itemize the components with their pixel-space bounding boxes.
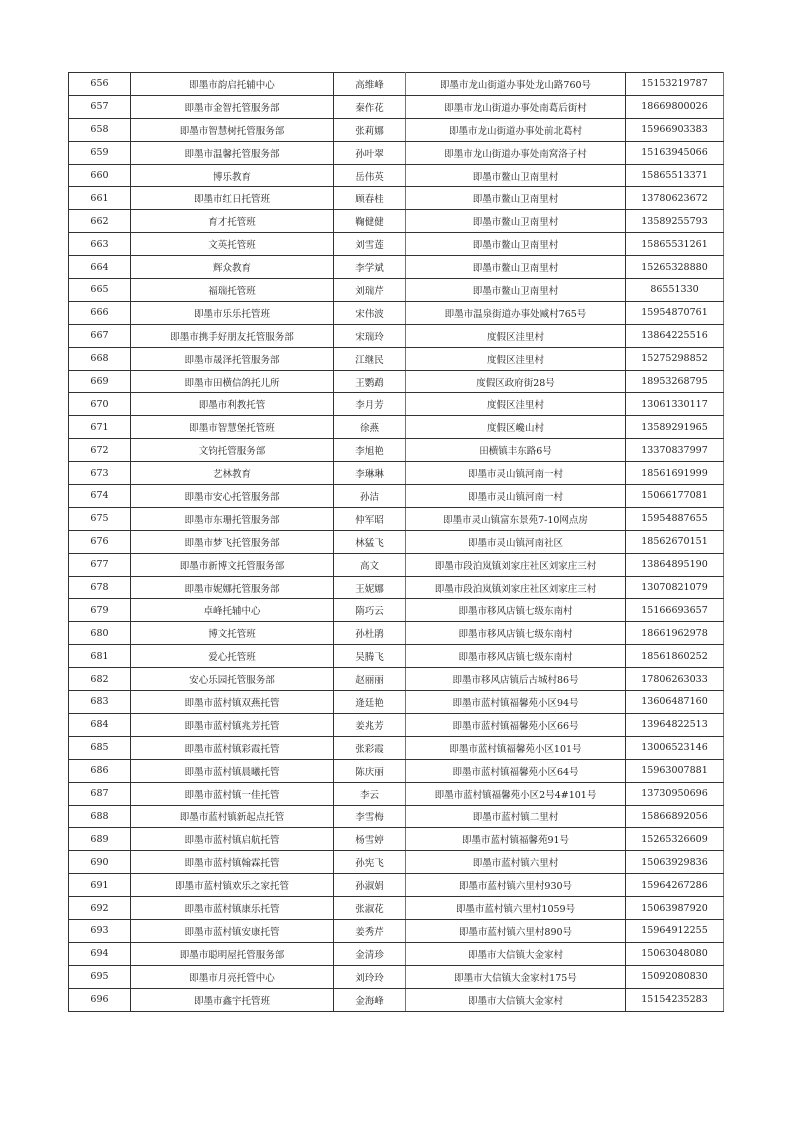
institution-name: 卓峰托辅中心 <box>131 599 334 622</box>
contact-person: 林猛飞 <box>334 530 406 553</box>
table-row <box>69 691 724 714</box>
phone-number: 18661962978 <box>626 622 724 645</box>
contact-person: 顾春桂 <box>334 187 406 210</box>
table-row <box>69 416 724 439</box>
table-row <box>69 485 724 508</box>
institution-name: 育才托管班 <box>131 210 334 233</box>
institution-name: 即墨市温馨托管服务部 <box>131 141 334 164</box>
institution-name: 即墨市蓝村镇彩霞托管 <box>131 736 334 759</box>
row-number: 674 <box>69 485 131 508</box>
phone-number: 15954870761 <box>626 301 724 324</box>
row-number: 690 <box>69 851 131 874</box>
phone-number: 15063987920 <box>626 897 724 920</box>
address: 即墨市龙山街道办事处龙山路760号 <box>406 73 626 96</box>
address: 即墨市大信镇大金家村 <box>406 988 626 1011</box>
table-row <box>69 530 724 553</box>
contact-person: 王鹦鹉 <box>334 370 406 393</box>
institution-name: 福瑞托管班 <box>131 279 334 302</box>
row-number: 673 <box>69 462 131 485</box>
table-row <box>69 828 724 851</box>
address: 即墨市段泊岚镇刘家庄社区刘家庄三村 <box>406 553 626 576</box>
row-number: 664 <box>69 256 131 279</box>
row-number: 688 <box>69 805 131 828</box>
phone-number: 15966903383 <box>626 118 724 141</box>
institution-name: 辉众教育 <box>131 256 334 279</box>
row-number: 679 <box>69 599 131 622</box>
contact-person: 江继民 <box>334 347 406 370</box>
institution-name: 安心乐园托管服务部 <box>131 668 334 691</box>
contact-person: 姜兆芳 <box>334 713 406 736</box>
phone-number: 15964267286 <box>626 874 724 897</box>
phone-number: 13370837997 <box>626 439 724 462</box>
table-row <box>69 279 724 302</box>
table-row <box>69 187 724 210</box>
address: 即墨市鳌山卫南里村 <box>406 256 626 279</box>
row-number: 656 <box>69 73 131 96</box>
table-row <box>69 393 724 416</box>
contact-person: 刘瑞芹 <box>334 279 406 302</box>
institution-name: 即墨市蓝村镇兆芳托管 <box>131 713 334 736</box>
institution-name: 即墨市田横信鸽托儿所 <box>131 370 334 393</box>
address: 即墨市鳌山卫南里村 <box>406 210 626 233</box>
institution-name: 即墨市蓝村镇安康托管 <box>131 919 334 942</box>
address: 即墨市龙山街道办事处南窝洛子村 <box>406 141 626 164</box>
contact-person: 孙杜鹃 <box>334 622 406 645</box>
table-row <box>69 599 724 622</box>
phone-number: 15963007881 <box>626 759 724 782</box>
institution-name: 即墨市利教托管 <box>131 393 334 416</box>
address: 度假区巉山村 <box>406 416 626 439</box>
row-number: 680 <box>69 622 131 645</box>
table-row <box>69 622 724 645</box>
row-number: 662 <box>69 210 131 233</box>
table-row <box>69 210 724 233</box>
table-row <box>69 782 724 805</box>
contact-person: 金海峰 <box>334 988 406 1011</box>
address: 即墨市蓝村镇福馨苑小区2号4#101号 <box>406 782 626 805</box>
phone-number: 15166693657 <box>626 599 724 622</box>
address: 即墨市蓝村镇福馨苑91号 <box>406 828 626 851</box>
address: 即墨市鳌山卫南里村 <box>406 233 626 256</box>
address: 即墨市移风店镇七级东南村 <box>406 599 626 622</box>
institution-name: 即墨市红日托管班 <box>131 187 334 210</box>
contact-person: 孙洁 <box>334 485 406 508</box>
institution-name: 即墨市安心托管服务部 <box>131 485 334 508</box>
institution-name: 即墨市东珊托管服务部 <box>131 507 334 530</box>
table-row <box>69 851 724 874</box>
table-row <box>69 439 724 462</box>
row-number: 693 <box>69 919 131 942</box>
phone-number: 15063048080 <box>626 942 724 965</box>
table-row <box>69 347 724 370</box>
phone-number: 15265326609 <box>626 828 724 851</box>
row-number: 681 <box>69 645 131 668</box>
row-number: 692 <box>69 897 131 920</box>
institution-name: 即墨市蓝村镇欢乐之家托管 <box>131 874 334 897</box>
row-number: 694 <box>69 942 131 965</box>
address: 田横镇丰东路6号 <box>406 439 626 462</box>
address: 度假区洼里村 <box>406 393 626 416</box>
institution-name: 即墨市蓝村镇康乐托管 <box>131 897 334 920</box>
table-row <box>69 553 724 576</box>
institution-name: 艺林教育 <box>131 462 334 485</box>
phone-number: 15275298852 <box>626 347 724 370</box>
institution-name: 即墨市蓝村镇新起点托管 <box>131 805 334 828</box>
table-row <box>69 897 724 920</box>
address: 即墨市蓝村镇福馨苑小区94号 <box>406 691 626 714</box>
institution-name: 即墨市梦飞托管服务部 <box>131 530 334 553</box>
row-number: 667 <box>69 324 131 347</box>
phone-number: 18561860252 <box>626 645 724 668</box>
address: 即墨市移风店镇七级东南村 <box>406 645 626 668</box>
phone-number: 15066177081 <box>626 485 724 508</box>
row-number: 678 <box>69 576 131 599</box>
table-row <box>69 736 724 759</box>
phone-number: 13606487160 <box>626 691 724 714</box>
phone-number: 18669800026 <box>626 95 724 118</box>
phone-number: 15092080830 <box>626 965 724 988</box>
phone-number: 13780623672 <box>626 187 724 210</box>
phone-number: 13730950696 <box>626 782 724 805</box>
row-number: 683 <box>69 691 131 714</box>
contact-person: 高维峰 <box>334 73 406 96</box>
phone-number: 86551330 <box>626 279 724 302</box>
phone-number: 15954887655 <box>626 507 724 530</box>
row-number: 661 <box>69 187 131 210</box>
phone-number: 18561691999 <box>626 462 724 485</box>
contact-person: 秦作花 <box>334 95 406 118</box>
institution-name: 文钧托管服务部 <box>131 439 334 462</box>
table-row <box>69 164 724 187</box>
contact-person: 陈庆丽 <box>334 759 406 782</box>
row-number: 685 <box>69 736 131 759</box>
institution-name: 即墨市妮娜托管服务部 <box>131 576 334 599</box>
contact-person: 孙叶翠 <box>334 141 406 164</box>
address: 即墨市鳌山卫南里村 <box>406 187 626 210</box>
institution-name: 博乐教育 <box>131 164 334 187</box>
row-number: 682 <box>69 668 131 691</box>
table-row <box>69 965 724 988</box>
table-row <box>69 805 724 828</box>
row-number: 686 <box>69 759 131 782</box>
institution-name: 即墨市蓝村镇双燕托管 <box>131 691 334 714</box>
address: 即墨市蓝村镇福馨苑小区101号 <box>406 736 626 759</box>
table-row <box>69 942 724 965</box>
row-number: 675 <box>69 507 131 530</box>
address: 即墨市段泊岚镇刘家庄社区刘家庄三村 <box>406 576 626 599</box>
address: 即墨市蓝村镇六里村890号 <box>406 919 626 942</box>
contact-person: 宋伟波 <box>334 301 406 324</box>
row-number: 663 <box>69 233 131 256</box>
row-number: 659 <box>69 141 131 164</box>
row-number: 660 <box>69 164 131 187</box>
table-row <box>69 713 724 736</box>
table-row <box>69 988 724 1011</box>
contact-person: 孙淑娟 <box>334 874 406 897</box>
row-number: 669 <box>69 370 131 393</box>
address: 即墨市大信镇大金家村175号 <box>406 965 626 988</box>
address: 即墨市灵山镇河南一村 <box>406 462 626 485</box>
phone-number: 18953268795 <box>626 370 724 393</box>
institution-name: 即墨市金智托管服务部 <box>131 95 334 118</box>
phone-number: 15964912255 <box>626 919 724 942</box>
table-row <box>69 141 724 164</box>
row-number: 695 <box>69 965 131 988</box>
contact-person: 鞠健健 <box>334 210 406 233</box>
contact-person: 姜秀芹 <box>334 919 406 942</box>
table-row <box>69 233 724 256</box>
contact-person: 岳伟英 <box>334 164 406 187</box>
contact-person: 宋瑞玲 <box>334 324 406 347</box>
table-row <box>69 301 724 324</box>
address: 即墨市灵山镇河南一村 <box>406 485 626 508</box>
institution-name: 即墨市乐乐托管班 <box>131 301 334 324</box>
contact-person: 杨雪婷 <box>334 828 406 851</box>
contact-person: 李月芳 <box>334 393 406 416</box>
row-number: 671 <box>69 416 131 439</box>
contact-person: 逄廷艳 <box>334 691 406 714</box>
address: 即墨市灵山镇富东景苑7-10网点房 <box>406 507 626 530</box>
address: 即墨市蓝村镇六里村 <box>406 851 626 874</box>
address: 即墨市龙山街道办事处南葛后街村 <box>406 95 626 118</box>
address: 即墨市移风店镇七级东南村 <box>406 622 626 645</box>
table-row <box>69 645 724 668</box>
row-number: 687 <box>69 782 131 805</box>
institution-name: 即墨市晟泽托管服务部 <box>131 347 334 370</box>
address: 即墨市蓝村镇六里村1059号 <box>406 897 626 920</box>
table-row <box>69 919 724 942</box>
row-number: 691 <box>69 874 131 897</box>
row-number: 666 <box>69 301 131 324</box>
address: 即墨市蓝村镇福馨苑小区66号 <box>406 713 626 736</box>
institution-name: 即墨市聪明屋托管服务部 <box>131 942 334 965</box>
contact-person: 隋巧云 <box>334 599 406 622</box>
phone-number: 15163945066 <box>626 141 724 164</box>
address: 即墨市蓝村镇六里村930号 <box>406 874 626 897</box>
address: 即墨市蓝村镇二里村 <box>406 805 626 828</box>
address: 度假区洼里村 <box>406 324 626 347</box>
contact-person: 高文 <box>334 553 406 576</box>
contact-person: 孙宪飞 <box>334 851 406 874</box>
row-number: 684 <box>69 713 131 736</box>
contact-person: 李雪梅 <box>334 805 406 828</box>
table-row <box>69 507 724 530</box>
contact-person: 金清珍 <box>334 942 406 965</box>
table-row <box>69 874 724 897</box>
table-row <box>69 256 724 279</box>
table-row <box>69 324 724 347</box>
row-number: 677 <box>69 553 131 576</box>
institution-name: 即墨市蓝村镇翰霖托管 <box>131 851 334 874</box>
phone-number: 13864895190 <box>626 553 724 576</box>
institution-name: 文英托管班 <box>131 233 334 256</box>
contact-person: 张彩霞 <box>334 736 406 759</box>
row-number: 668 <box>69 347 131 370</box>
table-row <box>69 576 724 599</box>
phone-number: 13864225516 <box>626 324 724 347</box>
row-number: 672 <box>69 439 131 462</box>
phone-number: 13589291965 <box>626 416 724 439</box>
phone-number: 15063929836 <box>626 851 724 874</box>
address: 即墨市温泉街道办事处臧村765号 <box>406 301 626 324</box>
table-row <box>69 118 724 141</box>
address: 即墨市鳌山卫南里村 <box>406 164 626 187</box>
contact-person: 李旭艳 <box>334 439 406 462</box>
table-row <box>69 462 724 485</box>
institution-name: 即墨市鑫宇托管班 <box>131 988 334 1011</box>
row-number: 689 <box>69 828 131 851</box>
institution-name: 博文托管班 <box>131 622 334 645</box>
contact-person: 刘玲玲 <box>334 965 406 988</box>
phone-number: 13061330117 <box>626 393 724 416</box>
contact-person: 张淑花 <box>334 897 406 920</box>
address: 即墨市蓝村镇福馨苑小区64号 <box>406 759 626 782</box>
phone-number: 13589255793 <box>626 210 724 233</box>
phone-number: 13006523146 <box>626 736 724 759</box>
row-number: 665 <box>69 279 131 302</box>
institution-name: 爱心托管班 <box>131 645 334 668</box>
phone-number: 18562670151 <box>626 530 724 553</box>
institution-name: 即墨市蓝村镇一佳托管 <box>131 782 334 805</box>
contact-person: 刘雪莲 <box>334 233 406 256</box>
row-number: 676 <box>69 530 131 553</box>
address: 即墨市鳌山卫南里村 <box>406 279 626 302</box>
institution-table <box>68 72 724 1012</box>
address: 即墨市龙山街道办事处前北葛村 <box>406 118 626 141</box>
row-number: 670 <box>69 393 131 416</box>
phone-number: 13964822513 <box>626 713 724 736</box>
table-row <box>69 668 724 691</box>
address: 即墨市大信镇大金家村 <box>406 942 626 965</box>
table-body <box>69 73 724 1012</box>
contact-person: 仲军昭 <box>334 507 406 530</box>
phone-number: 15865513371 <box>626 164 724 187</box>
contact-person: 王妮娜 <box>334 576 406 599</box>
institution-name: 即墨市月亮托管中心 <box>131 965 334 988</box>
row-number: 657 <box>69 95 131 118</box>
contact-person: 李琳琳 <box>334 462 406 485</box>
contact-person: 张莉娜 <box>334 118 406 141</box>
contact-person: 赵丽丽 <box>334 668 406 691</box>
phone-number: 15865531261 <box>626 233 724 256</box>
table-row <box>69 759 724 782</box>
contact-person: 徐燕 <box>334 416 406 439</box>
phone-number: 15866892056 <box>626 805 724 828</box>
institution-name: 即墨市蓝村镇启航托管 <box>131 828 334 851</box>
address: 即墨市灵山镇河南社区 <box>406 530 626 553</box>
institution-name: 即墨市智慧树托管服务部 <box>131 118 334 141</box>
institution-name: 即墨市新博文托管服务部 <box>131 553 334 576</box>
contact-person: 李学斌 <box>334 256 406 279</box>
contact-person: 李云 <box>334 782 406 805</box>
address: 度假区洼里村 <box>406 347 626 370</box>
institution-name: 即墨市蓝村镇晨曦托管 <box>131 759 334 782</box>
table-row <box>69 370 724 393</box>
address: 即墨市移风店镇后古城村86号 <box>406 668 626 691</box>
row-number: 658 <box>69 118 131 141</box>
contact-person: 吴腾飞 <box>334 645 406 668</box>
phone-number: 15153219787 <box>626 73 724 96</box>
table-row <box>69 95 724 118</box>
address: 度假区政府街28号 <box>406 370 626 393</box>
phone-number: 17806263033 <box>626 668 724 691</box>
phone-number: 15154235283 <box>626 988 724 1011</box>
phone-number: 13070821079 <box>626 576 724 599</box>
phone-number: 15265328880 <box>626 256 724 279</box>
row-number: 696 <box>69 988 131 1011</box>
table-row <box>69 73 724 96</box>
institution-name: 即墨市智慧堡托管班 <box>131 416 334 439</box>
institution-name: 即墨市韵启托辅中心 <box>131 73 334 96</box>
institution-name: 即墨市携手好朋友托管服务部 <box>131 324 334 347</box>
